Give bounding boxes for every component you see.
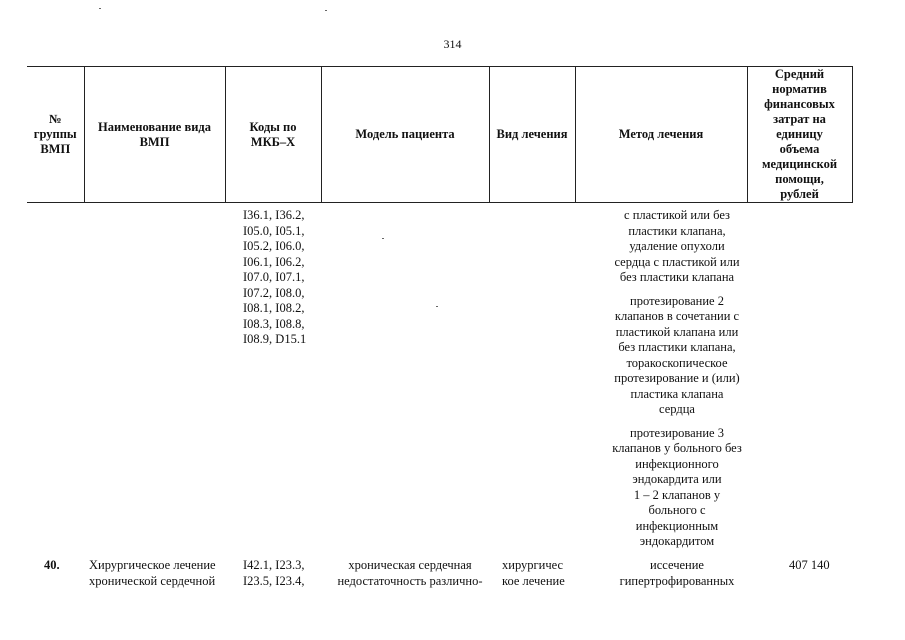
continuation-codes: I36.1, I36.2, I05.0, I05.1, I05.2, I06.0, I06.1, I06.2, I07.0, I07.1, I07.2, I08.0, I08.1, I08.2, I08.3, I08.8, I08.9, D15.1: [243, 208, 307, 346]
header-vmp-name: Наименование вида ВМП: [84, 67, 225, 203]
header-group-number: № группы ВМП: [27, 67, 84, 203]
scan-speck: [325, 10, 327, 11]
header-treatment-type: Вид лечения: [489, 67, 575, 203]
header-patient-model: Модель пациента: [321, 67, 489, 203]
row-patient-model: хроническая сердечная недостаточность различно-: [337, 558, 483, 588]
row-number: 40.: [44, 558, 60, 572]
method-paragraph: протезирование 3 клапанов у больного без инфекционного эндокардита или 1 – 2 клапанов у больного с инфекционным эндокардитом: [612, 425, 742, 548]
row-average-cost: 407 140: [789, 558, 830, 572]
table-header: [27, 66, 853, 203]
page-number: 314: [443, 37, 462, 51]
method-paragraph: протезирование 2 клапанов в сочетании с пластикой клапана или без пластики клапана, торакоскопическое протезирование и (или) пластика клапана сердца: [614, 293, 740, 416]
row-icd-codes: I42.1, I23.3, I23.5, I23.4,: [243, 558, 305, 588]
row-treatment-method: иссечение гипертрофированных: [619, 558, 735, 588]
row-vmp-name: Хирургическое лечение хронической сердечной: [89, 558, 216, 588]
row-treatment-type: хирургичес кое лечение: [502, 558, 565, 588]
header-treatment-method: Метод лечения: [575, 67, 747, 203]
scan-speck: [99, 8, 101, 9]
header-icd-codes: Коды по МКБ–Х: [225, 67, 321, 203]
continuation-methods: [579, 208, 775, 550]
scan-speck: [436, 306, 438, 307]
scan-speck: [382, 238, 384, 239]
method-paragraph: с пластикой или без пластики клапана, удаление опухоли сердца с пластикой или без пластики клапана: [614, 208, 740, 284]
header-average-cost: Средний норматив финансовых затрат на единицу объема медицинской помощи, рублей: [747, 67, 852, 203]
